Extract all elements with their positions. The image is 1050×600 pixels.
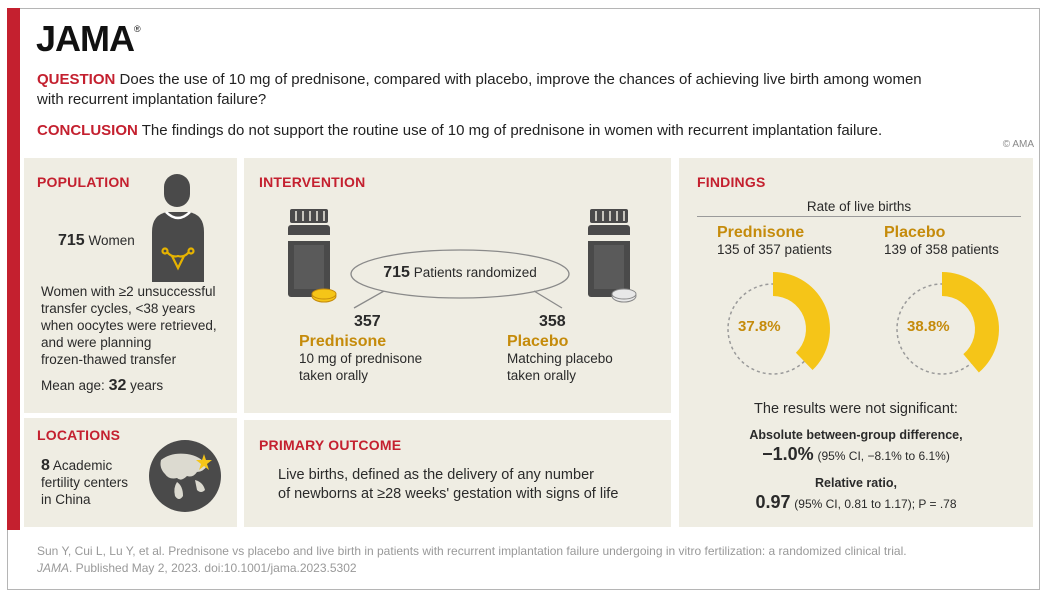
arm2-block: Placebo Matching placebo taken orally	[507, 333, 613, 383]
not-significant-text: The results were not significant:	[754, 401, 958, 417]
intervention-panel	[244, 158, 671, 413]
question	[37, 70, 922, 90]
arm1-n: 357	[354, 313, 381, 330]
conclusion-text: The findings do not support the routine use of 10 mg of prednisone in women with recurrent implantation failure.	[141, 122, 883, 139]
primary-outcome-panel	[244, 420, 671, 527]
findings-title: FINDINGS	[697, 174, 766, 190]
question-text-line1: Does the use of 10 mg of prednisone, compared with placebo, improve the chances of achieving live birth among women	[119, 71, 922, 88]
findings-panel	[679, 158, 1033, 527]
copyright: © AMA	[1002, 139, 1034, 150]
question-label: QUESTION	[37, 71, 116, 88]
arm2-percent-label: 38.8%	[907, 318, 950, 335]
donut-slice-prednisone	[773, 272, 830, 370]
relative-ratio-label: Relative ratio,	[815, 476, 897, 490]
conclusion-label: CONCLUSION	[37, 122, 138, 139]
woman-icon	[150, 172, 206, 282]
population-count: 715 Women	[58, 232, 135, 249]
population-criteria: Women with ≥2 unsuccessful transfer cycles, <38 years when oocytes were retrieved, and were planning frozen-thawed transfer	[41, 284, 217, 367]
left-accent-bar	[7, 8, 20, 530]
arm1-connector	[354, 291, 384, 308]
arm1-findings-label: Prednisone 135 of 357 patients	[717, 224, 832, 257]
citation: Sun Y, Cui L, Lu Y, et al. Prednisone vs placebo and live birth in patients with recurrent implantation failure undergoing in vitro fertilization: a randomized clinical trial. JAMA. Published May 2, 2023. doi:10.1001/jama.2023.5302	[37, 544, 907, 575]
live-birth-donut-chart	[679, 158, 1033, 418]
arm1-percent-label: 37.8%	[738, 318, 781, 335]
arm2-findings-label: Placebo 139 of 358 patients	[884, 224, 999, 257]
absolute-diff-label: Absolute between-group difference,	[749, 428, 963, 442]
population-panel	[24, 158, 237, 413]
locations-text: 8 Academic fertility centers in China	[41, 457, 129, 507]
arm2-n: 358	[539, 313, 566, 330]
relative-ratio: 0.97 (95% CI, 0.81 to 1.17); P = .78	[755, 492, 957, 512]
question-text-line2: with recurrent implantation failure?	[37, 91, 267, 108]
arm2-connector	[534, 291, 562, 308]
primary-outcome-title: PRIMARY OUTCOME	[259, 437, 402, 453]
arm1-block: Prednisone 10 mg of prednisone taken orally	[299, 333, 423, 383]
absolute-diff: −1.0% (95% CI, −8.1% to 6.1%)	[762, 444, 950, 464]
jama-logo: JAMA®	[36, 18, 140, 59]
mean-age: Mean age: 32 years	[41, 377, 164, 394]
globe-icon	[147, 438, 223, 514]
randomization-diagram	[244, 158, 671, 338]
primary-outcome-text: Live births, defined as the delivery of any number of newborns at ≥28 weeks' gestation with signs of life	[278, 467, 619, 502]
population-title: POPULATION	[37, 174, 130, 190]
conclusion	[37, 121, 882, 141]
donut-slice-placebo	[942, 272, 999, 372]
findings-subtitle: Rate of live births	[806, 199, 912, 214]
randomized-text: 715 Patients randomized	[383, 264, 537, 281]
locations-title: LOCATIONS	[37, 427, 121, 443]
intervention-title: INTERVENTION	[259, 174, 366, 190]
locations-panel	[24, 418, 237, 527]
